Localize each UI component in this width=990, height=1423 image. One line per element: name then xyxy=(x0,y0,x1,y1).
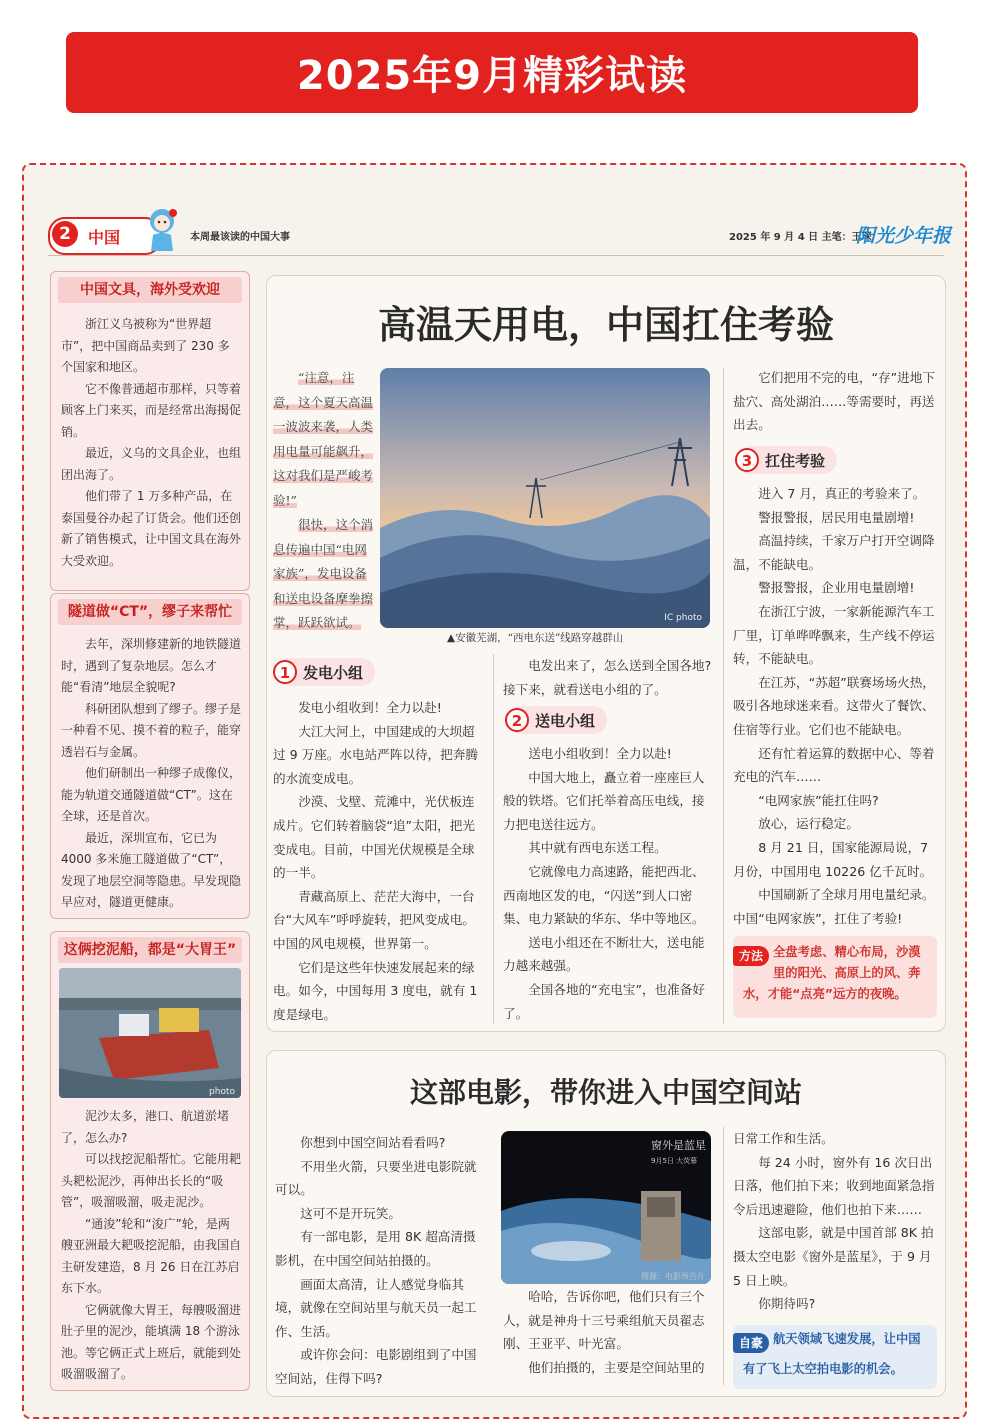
paragraph: 他们带了 1 万多种产品，在泰国曼谷办起了订货会。他们还创新了销售模式，让中国文具在海外大受欢迎。 xyxy=(61,489,242,568)
photo-caption: ▲安徽芜湖，“西电东送”线路穿越群山 xyxy=(447,632,624,644)
paragraph: 他们研制出一种缪子成像仪，能为轨道交通隧道做“CT”。这在全球，还是首次。 xyxy=(61,766,242,823)
column-film-2 xyxy=(503,1285,713,1379)
paragraph: 或许你会问：电影剧组到了中国空间站，住得下吗? xyxy=(275,1347,477,1386)
paragraph: 他们拍摄的，主要是空间站里的 xyxy=(528,1359,705,1375)
paragraph: 在江苏，“苏超”联赛场场火热，吸引各地球迷来看。这带火了餐饮、住宿等行业。它们也不能缺电。 xyxy=(733,674,935,737)
poster-date: 9月5日 大荧幕 xyxy=(651,1157,698,1165)
newspaper-page xyxy=(22,163,967,1419)
header-tagline: 本周最该读的中国大事 xyxy=(190,232,290,243)
paragraph: 不用坐火箭，只要坐进电影院就可以。 xyxy=(275,1158,477,1198)
paragraph: 中国大地上，矗立着一座座巨人般的铁塔。它们托举着高压电线，接力把电送往远方。 xyxy=(503,769,705,832)
section-number: 3 xyxy=(735,448,759,472)
paragraph: 它不像普通超市那样，只等着顾客上门来买，而是经常出海揭促销。 xyxy=(61,381,242,439)
space-station-photo xyxy=(501,1131,711,1284)
paragraph: 最近，深圳宣布，它已为 4000 多米施工隧道做了“CT”，发现了地层空洞等隐患。早发现隐早应对，隧道更健康。 xyxy=(61,830,242,909)
pride-callout xyxy=(733,1325,937,1389)
method-callout xyxy=(733,936,937,1018)
paragraph: 高温持续，千家万户打开空调降温，不能缺电。 xyxy=(733,533,935,572)
page-number: 2 xyxy=(52,221,78,247)
photo-credit: IC photo xyxy=(664,613,702,623)
paragraph: 全国各地的“充电宝”，也准备好了。 xyxy=(503,981,705,1021)
paragraph: 它俩就像大胃王，每艘吸溜进肚子里的泥沙，能填满 18 个游泳池。等它俩正式上班后，就能到处吸溜吸溜了。 xyxy=(61,1302,242,1381)
paragraph: 在浙江宁波，一家新能源汽车工厂里，订单哗哗飘来，生产线不停运转，不能缺电。 xyxy=(733,603,935,667)
sidebar-box-dredger xyxy=(50,931,250,1391)
paragraph: 大江大河上，中国建成的大坝超过 9 万座。水电站严阵以待，把奔腾的水流变成电。 xyxy=(273,723,478,786)
paragraph: 进入 7 月，真正的考验来了。 xyxy=(758,486,926,501)
sidebar-box-title: 这俩挖泥船，都是“大胃王” xyxy=(58,937,242,963)
paragraph: “通浚”轮和“浚广”轮，是两艘亚洲最大耙吸挖泥船，由我国自主研发建造，8 月 26 日在江苏启东下水。 xyxy=(61,1216,242,1295)
section-number: 1 xyxy=(273,660,297,684)
paragraph: 放心，运行稳定。 xyxy=(758,816,859,832)
article-lead-quote xyxy=(273,366,373,636)
sidebar-box-body xyxy=(61,634,241,914)
sidebar-box-body xyxy=(61,1106,241,1386)
section-tag-test xyxy=(737,446,837,474)
header-date-editor: 2025 年 9 月 4 日 主笔：王琛 xyxy=(729,232,872,243)
paragraph: 每 24 小时，窗外有 16 次日出日落，他们拍下来；收到地面紧急指令后迅速避险，他们也拍下来…… xyxy=(733,1154,935,1217)
section-title: 送电小组 xyxy=(535,711,596,730)
banner-title: 2025年9月精彩试读 xyxy=(296,53,688,99)
article-electricity xyxy=(266,275,946,1032)
article-headline: 这部电影，带你进入中国空间站 xyxy=(409,1076,802,1109)
newspaper-brand: 阳光少年报 xyxy=(856,225,952,247)
column-film-3 xyxy=(733,1127,939,1316)
paragraph: 警报警报，居民用电量剧增! xyxy=(758,509,915,525)
paragraph: “电网家族”能扛住吗? xyxy=(758,792,879,808)
article-headline: 高温天用电，中国扛住考验 xyxy=(377,303,834,347)
paragraph: 它们把用不完的电，“存”进地下盐穴、高处湖泊……等需要时，再送出去。 xyxy=(733,370,935,433)
section-title: 发电小组 xyxy=(303,663,364,682)
column-film-1 xyxy=(275,1131,487,1391)
header-divider xyxy=(48,255,944,256)
section-number: 2 xyxy=(505,708,529,732)
pride-badge: 自豪 xyxy=(733,1333,769,1353)
paragraph: 这可不是开玩笑。 xyxy=(300,1205,401,1221)
page-banner xyxy=(66,32,918,113)
dredger-photo xyxy=(59,968,241,1098)
dredger-photo-credit: photo xyxy=(209,1087,235,1097)
column-divider xyxy=(723,368,724,1024)
paragraph: 画面太高清，让人感觉身临其境，就像在空间站里与航天员一起工作、生活。 xyxy=(275,1276,477,1339)
paragraph: 其中就有西电东送工程。 xyxy=(528,840,667,856)
column-generation xyxy=(273,696,483,1026)
paragraph: 浙江义乌被称为“世界超市”，把中国商品卖到了 230 多个国家和地区。 xyxy=(61,317,230,374)
column-transmission xyxy=(503,742,713,1025)
lead-quote-text: “注意，注意，这个夏天高温一波波来袭，人类用电量可能飙升，这对我们是严峻考验!” xyxy=(273,370,374,508)
column-divider xyxy=(723,1127,724,1385)
column-divider xyxy=(493,654,494,1024)
paragraph: 你期待吗? xyxy=(758,1296,816,1312)
sidebar-box-stationery xyxy=(50,271,250,591)
paragraph: 最近，义乌的文具企业，也组团出海了。 xyxy=(61,446,242,482)
pride-text-line2: 有了飞上太空拍电影的机会。 xyxy=(743,1362,903,1376)
photo-credit: 图源：电影预告片 xyxy=(641,1272,705,1281)
section-tag-generation xyxy=(275,658,375,686)
paragraph: 送电小组收到！全力以赴! xyxy=(528,746,672,761)
paragraph: 电发出来了，怎么送到全国各地? 接下来，就看送电小组的了。 xyxy=(503,658,712,697)
paragraph: 青藏高原上、茫茫大海中，一台台“大风车”呼呼旋转，把风变成电。中国的风电规模，世界第一。 xyxy=(273,888,475,951)
method-text-line2: 水，才能“点亮”远方的夜晚。 xyxy=(743,987,907,1001)
power-lines-photo xyxy=(380,368,710,628)
lead-quote-text: 很快，这个消息传遍中国“电网家族”，发电设备和送电设备摩拳擦掌，跃跃欲试。 xyxy=(273,517,374,630)
column-test xyxy=(733,482,939,930)
section-tag-transmission xyxy=(507,706,607,734)
paragraph: 日常工作和生活。 xyxy=(733,1131,834,1146)
column-transmission-intro xyxy=(503,654,713,701)
pride-text-line1: 航天领域飞速发展，让中国 xyxy=(773,1332,921,1346)
column-storage-intro xyxy=(733,366,939,437)
paragraph: 它就像电力高速路，能把西北、西南地区发的电，“闪送”到人口密集、电力紧缺的华东、华中等地区。 xyxy=(503,863,705,927)
paragraph: 泥沙太多，港口、航道淤堵了，怎么办? xyxy=(61,1109,230,1145)
method-badge: 方法 xyxy=(733,946,769,966)
sidebar-box-title: 中国文具，海外受欢迎 xyxy=(58,277,242,303)
section-name: 中国 xyxy=(88,228,121,247)
paragraph: 8 月 21 日，国家能源局说，7 月份，中国用电 10226 亿千瓦时。 xyxy=(733,839,933,879)
article-space-film xyxy=(266,1050,946,1397)
paragraph: 哈哈，告诉你吧，他们只有三个人，就是神舟十三号乘组航天员翟志刚、王亚平、叶光富。 xyxy=(503,1289,705,1352)
paragraph: 这部电影，就是中国首部 8K 拍摄太空电影《窗外是蓝星》，于 9 月 5 日上映。 xyxy=(733,1225,934,1288)
paragraph: 它们是这些年快速发展起来的绿电。如今，中国每用 3 度电，就有 1 度是绿电。 xyxy=(273,959,478,1022)
poster-title: 窗外是蓝星 xyxy=(651,1139,706,1152)
mascot-icon xyxy=(141,205,183,253)
paragraph: 中国刷新了全球月用电量纪录。中国“电网家族”，扛住了考验! xyxy=(733,887,935,926)
paragraph: 送电小组还在不断壮大，送电能力越来越强。 xyxy=(503,934,705,974)
paragraph: 可以找挖泥船帮忙。它能用耙头耙松泥沙，再伸出长长的“吸管”，吸溜吸溜，吸走泥沙。 xyxy=(61,1152,242,1209)
paragraph: 有一部电影，是用 8K 超高清摄影机，在中国空间站拍摄的。 xyxy=(275,1229,476,1268)
paragraph: 你想到中国空间站看看吗? xyxy=(300,1135,446,1150)
paragraph: 发电小组收到！全力以赴! xyxy=(298,700,442,715)
paragraph: 去年，深圳修建新的地铁隧道时，遇到了复杂地层。怎么才能“看清”地层全貌呢? xyxy=(61,637,242,694)
paragraph: 警报警报，企业用电量剧增! xyxy=(758,580,915,596)
sidebar-box-title: 隧道做“CT”，缪子来帮忙 xyxy=(58,599,242,625)
method-text-line1: 全盘考虑、精心布局，沙漠里的阳光、高原上的风、奔 xyxy=(773,945,921,980)
section-title: 扛住考验 xyxy=(765,451,826,470)
sidebar-box-body xyxy=(61,314,241,572)
paragraph: 沙漠、戈壁、荒滩中，光伏板连成片。它们转着脑袋“追”太阳，把光变成电。目前，中国光伏规模是全球的一半。 xyxy=(273,794,475,881)
paragraph: 还有忙着运算的数据中心、等着充电的汽车…… xyxy=(733,745,935,785)
sidebar-box-muon xyxy=(50,593,250,919)
paragraph: 科研团队想到了缪子。缪子是一种看不见、摸不着的粒子，能穿透岩石与金属。 xyxy=(61,701,242,759)
